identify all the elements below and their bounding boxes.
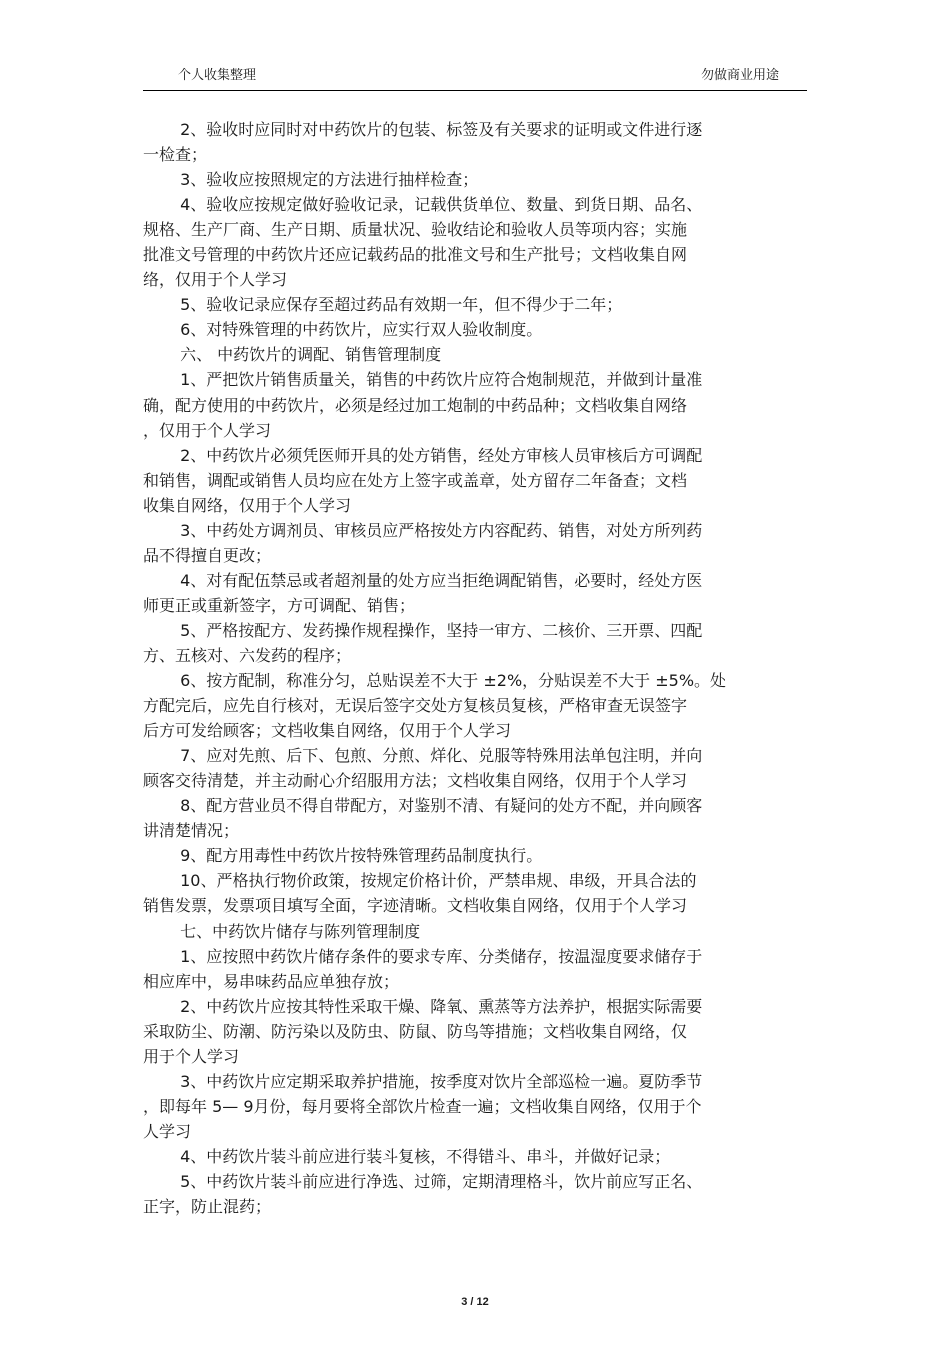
text-line: 采取防尘、防潮、防污染以及防虫、防鼠、防鸟等措施；文档收集自网络，仅 xyxy=(143,1021,688,1041)
text-line: ，即每年 5— 9月份，每月要将全部饮片检查一遍；文档收集自网络，仅用于个 xyxy=(143,1096,702,1116)
text-line: 规格、生产厂商、生产日期、质量状况、验收结论和验收人员等项内容；实施 xyxy=(143,220,688,240)
text-line: 6、对特殊管理的中药饮片，应实行双人验收制度。 xyxy=(143,320,543,340)
text-line: 方配完后，应先自行核对，无误后签字交处方复核员复核，严格审查无误签字 xyxy=(143,696,688,716)
page-number: 3 / 12 xyxy=(461,1296,489,1308)
text-line: 后方可发给顾客；文档收集自网络，仅用于个人学习 xyxy=(143,721,512,741)
header-left-text: 个人收集整理 xyxy=(178,68,257,83)
text-line: 2、中药饮片应按其特性采取干燥、降氧、熏蒸等方法养护，根据实际需要 xyxy=(143,996,703,1016)
document-body xyxy=(143,117,807,1219)
text-line: 师更正或重新签字，方可调配、销售； xyxy=(143,595,416,615)
text-line: 顾客交待清楚，并主动耐心介绍服用方法；文档收集自网络，仅用于个人学习 xyxy=(143,771,688,791)
text-line: 10、严格执行物价政策，按规定价格计价，严禁串规、串级，开具合法的 xyxy=(143,871,697,891)
text-line: 8、配方营业员不得自带配方，对鉴别不清、有疑问的处方不配，并向顾客 xyxy=(143,796,703,816)
text-line: 7、应对先煎、后下、包煎、分煎、烊化、兑服等特殊用法单包注明，并向 xyxy=(143,746,703,766)
text-line: 正字，防止混药； xyxy=(143,1197,272,1217)
text-line: 1、严把饮片销售质量关，销售的中药饮片应符合炮制规范，并做到计量准 xyxy=(143,370,703,390)
text-line: 5、验收记录应保存至超过药品有效期一年，但不得少于二年； xyxy=(143,295,623,315)
text-line: 和销售，调配或销售人员均应在处方上签字或盖章，处方留存二年备查；文档 xyxy=(143,470,688,490)
text-line: 2、验收时应同时对中药饮片的包装、标签及有关要求的证明或文件进行逐 xyxy=(143,120,703,139)
text-line: 2、中药饮片必须凭医师开具的处方销售，经处方审核人员审核后方可调配 xyxy=(143,445,703,465)
text-line: 人学习 xyxy=(143,1121,192,1141)
text-line: 络，仅用于个人学习 xyxy=(143,270,288,290)
text-line: 9、配方用毒性中药饮片按特殊管理药品制度执行。 xyxy=(143,846,543,866)
text-line: 4、中药饮片装斗前应进行装斗复核，不得错斗、串斗，并做好记录； xyxy=(143,1146,671,1166)
text-line: 用于个人学习 xyxy=(143,1046,240,1066)
text-line: 5、中药饮片装斗前应进行净选、过筛，定期清理格斗，饮片前应写正名、 xyxy=(143,1171,703,1191)
text-line: 销售发票，发票项目填写全面，字迹清晰。文档收集自网络，仅用于个人学习 xyxy=(143,896,688,916)
text-line: 相应库中，易串味药品应单独存放； xyxy=(143,971,400,991)
text-line: 确，配方使用的中药饮片，必须是经过加工炮制的中药品种；文档收集自网络 xyxy=(143,395,688,415)
text-line: 收集自网络，仅用于个人学习 xyxy=(143,495,352,515)
text-line: 七、中药饮片储存与陈列管理制度 xyxy=(143,921,421,941)
text-line: 6、按方配制，称准分匀，总贴误差不大于 ±2%，分贴误差不大于 ±5%。处 xyxy=(143,671,727,691)
page-header xyxy=(143,66,807,91)
header-right-text: 勿做商业用途 xyxy=(700,68,779,83)
text-line: 批准文号管理的中药饮片还应记载药品的批准文号和生产批号；文档收集自网 xyxy=(143,245,688,265)
text-line: ，仅用于个人学习 xyxy=(143,420,272,440)
text-line: 4、对有配伍禁忌或者超剂量的处方应当拒绝调配销售，必要时，经处方医 xyxy=(143,570,703,590)
text-line: 4、验收应按规定做好验收记录，记载供货单位、数量、到货日期、品名、 xyxy=(143,195,703,215)
text-line: 1、应按照中药饮片储存条件的要求专库、分类储存，按温湿度要求储存于 xyxy=(143,946,703,966)
text-line: 品不得擅自更改； xyxy=(143,545,272,565)
text-line: 3、中药饮片应定期采取养护措施，按季度对饮片全部巡检一遍。夏防季节 xyxy=(143,1071,703,1091)
text-line: 讲清楚情况； xyxy=(143,821,240,841)
text-line: 3、验收应按照规定的方法进行抽样检查； xyxy=(143,170,479,190)
text-line: 方、五核对、六发药的程序； xyxy=(143,645,352,665)
text-line: 六、 中药饮片的调配、销售管理制度 xyxy=(143,345,442,365)
text-line: 一检查； xyxy=(143,145,208,165)
text-line: 3、中药处方调剂员、审核员应严格按处方内容配药、销售，对处方所列药 xyxy=(143,520,703,540)
text-line: 5、严格按配方、发药操作规程操作，坚持一审方、二核价、三开票、四配 xyxy=(143,620,703,640)
